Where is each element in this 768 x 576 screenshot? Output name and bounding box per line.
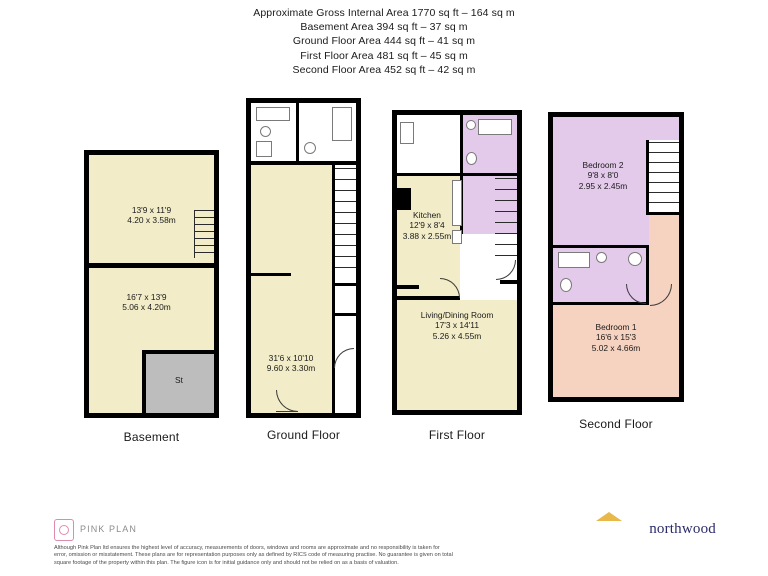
basement-room-front-label <box>89 292 204 313</box>
basin-icon <box>466 120 476 130</box>
second-bedroom-1-label <box>553 322 679 353</box>
dim-imperial: 9'8 x 8'0 <box>587 170 619 181</box>
floor-label-first: First Floor <box>428 428 486 442</box>
ground-main-room-label <box>246 353 336 374</box>
summary-line-basement: Basement Area 394 sq ft – 37 sq m <box>300 21 468 34</box>
wall-outer-right <box>214 150 219 418</box>
floor-label-second: Second Floor <box>579 417 653 431</box>
ground-main-room <box>251 165 334 413</box>
dim-imperial: 31'6 x 10'10 <box>268 353 314 363</box>
wall-rear-vertical <box>296 103 299 161</box>
wall-stub-left <box>251 273 291 276</box>
first-kitchen-label <box>392 210 462 241</box>
wall-partition-mid <box>89 263 214 268</box>
dim-metric: 9.60 x 3.30m <box>266 363 316 374</box>
wall-outer-bottom <box>548 397 684 402</box>
dim-imperial: 16'7 x 13'9 <box>126 292 167 302</box>
bath-icon <box>558 252 590 268</box>
dim-imperial: 12'9 x 8'4 <box>409 220 445 231</box>
wall-bathroom-left <box>460 115 463 175</box>
dim-metric: 2.95 x 2.45m <box>578 180 628 191</box>
wall-stair-stub2 <box>335 313 356 316</box>
pink-plan-brand: PINK PLAN <box>80 524 137 534</box>
first-stairs <box>495 178 517 266</box>
wall-stub-left-lower <box>397 285 419 289</box>
wall-outer-right <box>679 112 684 402</box>
disclaimer-text: Although Pink Plan ltd ensures the highest level of accuracy, measurements of doors, windows and rooms are approximate and no responsibility is taken for error, omission or misstatement. These plans are for representation purposes only as defined by RICS code of measuring practise. No guarantee is given on total square footage of the property within this plan. The figure icon is for initial guidance only and should not be relied on as a basis of valuation. <box>54 545 453 566</box>
floorplan-basement <box>84 150 219 444</box>
floor-label-ground: Ground Floor <box>266 428 341 442</box>
appliance-unit <box>256 141 272 157</box>
basin-icon <box>596 252 607 263</box>
wc-icon <box>466 152 477 165</box>
agent-logo <box>649 521 716 538</box>
pink-plan-logo-icon <box>54 519 74 541</box>
dim-imperial: 17'3 x 14'11 <box>434 320 480 331</box>
dim-metric: 5.06 x 4.20m <box>122 302 171 313</box>
room-name: St <box>175 375 183 385</box>
ground-stairs <box>335 168 356 273</box>
dim-metric: 3.88 x 2.55m <box>402 230 452 241</box>
wall-outer-right <box>517 110 522 415</box>
basement-room-rear-label <box>94 205 209 226</box>
dim-imperial: 16'6 x 15'3 <box>596 332 636 343</box>
dim-metric: 5.26 x 4.55m <box>432 330 482 341</box>
room-name: Kitchen <box>413 210 441 220</box>
footer <box>0 505 768 576</box>
roof-icon <box>596 512 622 521</box>
floorplan-second <box>548 112 684 431</box>
summary-line-gross: Approximate Gross Internal Area 1770 sq ft – 164 sq m <box>253 7 515 19</box>
room-name: Bedroom 1 <box>595 322 637 332</box>
wall-outer-bottom <box>84 413 219 418</box>
area-summary <box>0 6 768 77</box>
dim-metric: 5.02 x 4.66m <box>591 342 641 353</box>
bath-icon <box>478 119 512 135</box>
first-living-dining-label <box>392 310 522 341</box>
room-name: Living/Dining Room <box>420 310 494 320</box>
floorplan-first <box>392 110 522 442</box>
sink-icon <box>260 126 271 137</box>
wall-store-top <box>142 350 214 354</box>
counter-unit <box>256 107 290 121</box>
floor-label-basement: Basement <box>123 430 180 444</box>
second-bedroom-2-label <box>548 160 658 191</box>
summary-line-ground: Ground Floor Area 444 sq ft – 41 sq m <box>292 35 476 48</box>
wall-stub-right-mid <box>500 280 517 284</box>
wall-stub-left-upper <box>397 188 411 210</box>
wall-stair-stub <box>335 283 356 286</box>
wall-outer-bottom <box>392 410 522 415</box>
summary-line-second: Second Floor Area 452 sq ft – 42 sq m <box>292 63 476 76</box>
dim-imperial: 13'9 x 11'9 <box>131 205 172 215</box>
bath-icon <box>332 107 352 141</box>
window-unit <box>400 122 414 144</box>
basement-store-label <box>144 375 214 385</box>
agent-name: northwood <box>649 521 716 537</box>
room-name: Bedroom 2 <box>582 160 624 170</box>
door-living <box>496 260 516 280</box>
wall-outer-bottom <box>246 413 361 418</box>
dim-metric: 4.20 x 3.58m <box>127 215 176 226</box>
wall-outer-right <box>356 98 361 418</box>
floorplan-ground <box>246 98 361 442</box>
wc-icon <box>304 142 316 154</box>
shower-icon <box>628 252 642 266</box>
wc-icon <box>560 278 572 292</box>
summary-line-first: First Floor Area 481 sq ft – 45 sq m <box>300 49 468 62</box>
